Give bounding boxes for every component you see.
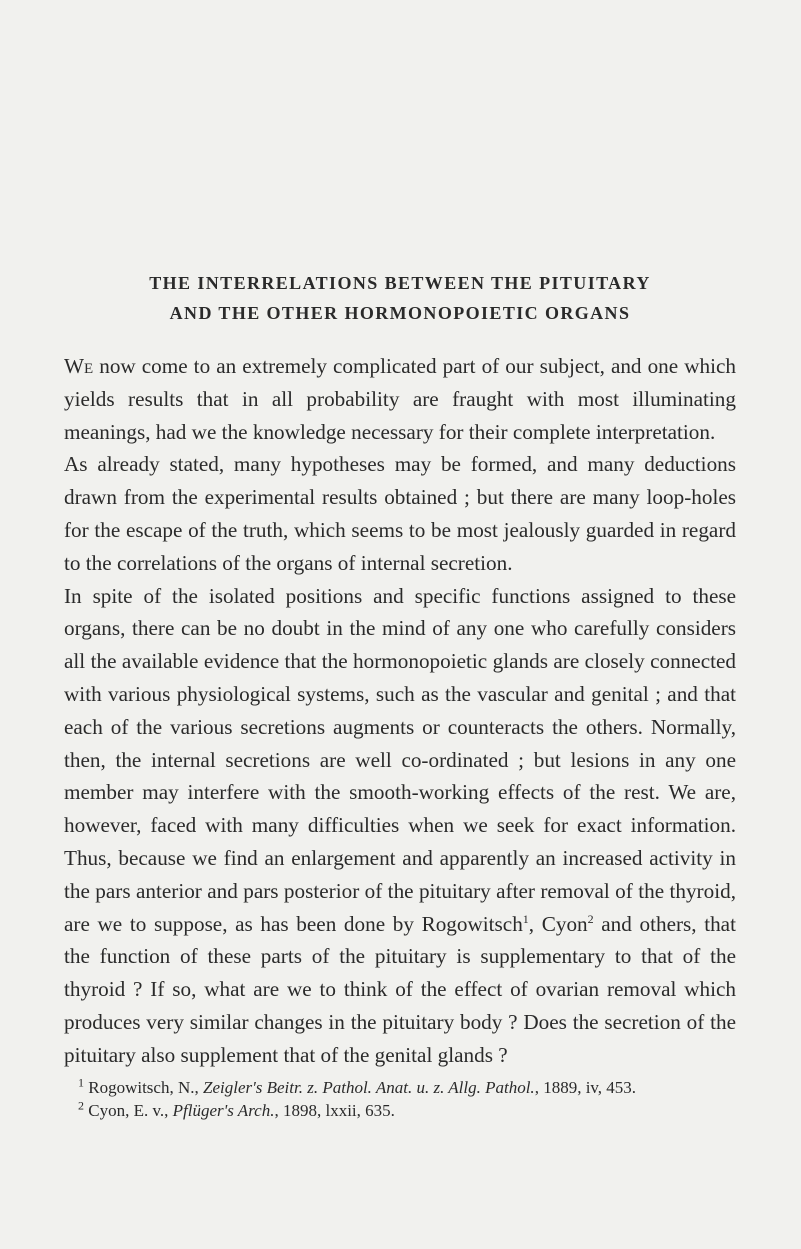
body-text — [64, 350, 736, 1072]
drop-word: We — [64, 354, 94, 378]
footnote-author: Cyon, E. v., — [84, 1100, 173, 1120]
footnote-1 — [64, 1076, 736, 1099]
page-title — [64, 268, 736, 328]
title-line-1: THE INTERRELATIONS BETWEEN THE PITUITARY — [149, 273, 651, 293]
footnote-ref-2: 2 — [587, 911, 594, 926]
paragraph-2: As already stated, many hypotheses may be formed, and many deductions drawn from the experimental results obtained ; but there are many loop-holes for the escape of the truth, which seems to be most jealously guarded in regard to the correlations of the organs of internal secretion. — [64, 452, 736, 575]
paragraph-3-part-2: , Cyon — [528, 911, 588, 936]
paragraph-1-text: now come to an extremely complicated part of our subject, and one which yields results that in all probability are fraught with most illuminating meanings, had we the knowledge necessary for their complete interpretation. — [64, 354, 736, 444]
footnote-journal: Pflüger's Arch. — [172, 1100, 275, 1120]
footnote-ref-1: 1 — [522, 911, 529, 926]
footnote-author: Rogowitsch, N., — [84, 1077, 203, 1097]
footnotes — [64, 1076, 736, 1122]
paragraph-3-part-1: In spite of the isolated positions and specific functions assigned to these organs, there can be no doubt in the mind of any one who carefully considers all the available evidence that the hormonopoietic glands are closely connected with various physiological systems, such as the vascular and genital ; and that each of the various secretions augments or counteracts the others. Normally, then, the internal secretions are well co-ordinated ; but lesions in any one member may interfere with the smooth-working effects of the rest. We are, however, faced with many difficulties when we seek for exact information. Thus, because we find an enlargement and apparently an increased activity in the pars anterior and pars posterior of the pituitary after removal of the thyroid, are we to suppose, as has been done by Rogowitsch — [64, 583, 736, 936]
footnote-citation: , 1889, iv, 453. — [534, 1077, 637, 1097]
footnote-citation: , 1898, lxxii, 635. — [274, 1100, 395, 1120]
footnote-journal: Zeigler's Beitr. z. Pathol. Anat. u. z. Allg. Pathol. — [203, 1077, 535, 1097]
title-line-2: AND THE OTHER HORMONOPOIETIC ORGANS — [169, 303, 631, 323]
page — [64, 268, 736, 1122]
footnote-num: 1 — [78, 1074, 84, 1089]
paragraph-1 — [64, 350, 736, 448]
paragraph-3-part-3: and others, that the function of these parts of the pituitary is supplementary to that of the thyroid ? If so, what are we to think of the effect of ovarian removal which produces very similar changes in the pituitary body ? Does the secretion of the pituitary also supplement that of the genital glands ? — [64, 911, 736, 1067]
paragraph-3 — [64, 580, 736, 1072]
footnote-num: 2 — [78, 1097, 84, 1112]
footnote-2 — [64, 1099, 736, 1122]
